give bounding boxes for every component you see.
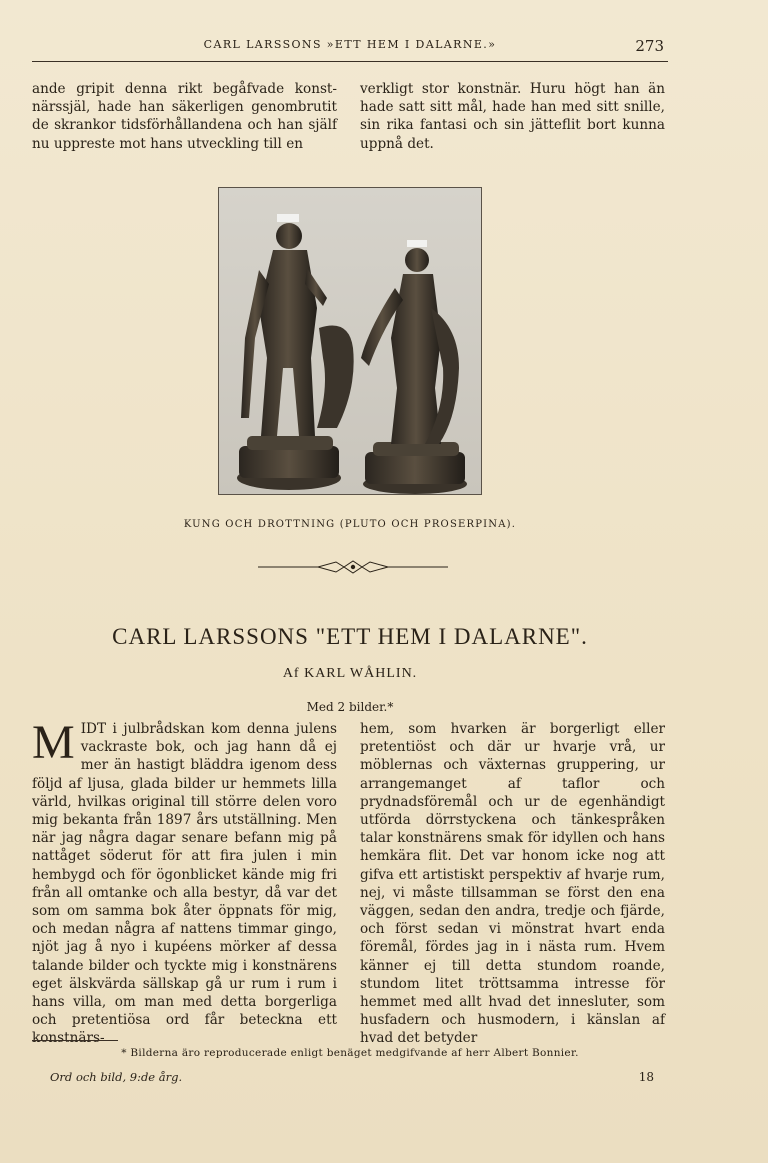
article-title: CARL LARSSONS "ETT HEM I DALARNE".	[112, 624, 588, 649]
footnote: * Bilderna äro reproducerade enligt benäget medgifvande af herr Albert Bonnier.	[121, 1047, 579, 1059]
drop-cap: M	[32, 716, 75, 769]
statues-illustration	[219, 188, 481, 494]
ornament-divider	[258, 558, 448, 576]
top-text-right-column: verkligt stor konstnär. Huru högt han än hade satt sitt mål, hade han med sitt snille, sin rika fantasi och sin jätteflit bort kunna uppnå det.	[360, 81, 665, 152]
signature-number: 18	[638, 1070, 654, 1084]
page-number: 273	[635, 37, 664, 55]
king-crown-highlight	[277, 214, 299, 222]
printer-signature: Ord och bild, 9:de årg.	[50, 1070, 183, 1084]
figure-caption: KUNG OCH DROTTNING (PLUTO OCH PROSERPINA).	[183, 519, 517, 530]
article-byline: Af KARL WÅHLIN.	[282, 666, 418, 681]
article-left-text: IDT i julbrådskan kom denna julens vackraste bok, och jag hann då ej mer än hastigt bläddra igenom dess följd af ljusa, glada bilder ur hemmets lilla värld, hvilkas original till större delen voro mig bekanta från 1897 års utställning. Men när jag några dagar senare befann mig på nattåget söderut för att fira julen i min hembygd och för ögonblicket kände mig fri från all omtanke och alla bestyr, då var det som om samma bok åter öppnats för mig, och medan några af nattens timmar gingo, njöt jag å nyo i kupéens mörker af dessa talande bilder och tyckte mig i konstnärens eget älskvärda sällskap gå ur rum i rum i hans villa, om man med detta borgerliga och pretentiösa ord får beteckna ett konstnärs-	[32, 721, 337, 1047]
header-rule	[32, 61, 668, 62]
running-head: CARL LARSSONS »ETT HEM I DALARNE.»	[203, 38, 497, 51]
queen-crown-highlight	[407, 240, 427, 247]
article-right-column: hem, som hvarken är borgerligt eller pretentiöst och där ur hvarje vrå, ur möblernas och växternas gruppering, ur arrangemanget af taflor och prydnadsföremål och ur de egenhändigt utförda dörrstyckena och tänkespråken talar konstnärens smak för idyllen och hans hemkära flit. Det var honom icke nog att gifva ett artistiskt perspektiv af hvarje rum, nej, vi måste tillsamman se först den ena väggen, sedan den andra, tredje och fjärde, och först sedan vi mönstrat hvart enda föremål, fördes jag in i nästa rum. Hvem känner ej till detta stundom roande, stundom litet tröttsamma intresse för hemmet med allt hvad det innesluter, som husfadern och husmodern, i känslan af hvad det betyder	[360, 721, 665, 1047]
image-count-note: Med 2 bilder.*	[306, 700, 394, 714]
sculpture-photograph	[218, 187, 482, 495]
top-text-left-column: ande gripit denna rikt begåfvade konst-närssjäl, hade han säkerligen genombrutit de skrankor tidsförhållandena och han själf nu uppreste mot hans utveckling till en	[32, 81, 337, 152]
article-left-column	[32, 716, 337, 1048]
footnote-rule	[32, 1040, 118, 1041]
